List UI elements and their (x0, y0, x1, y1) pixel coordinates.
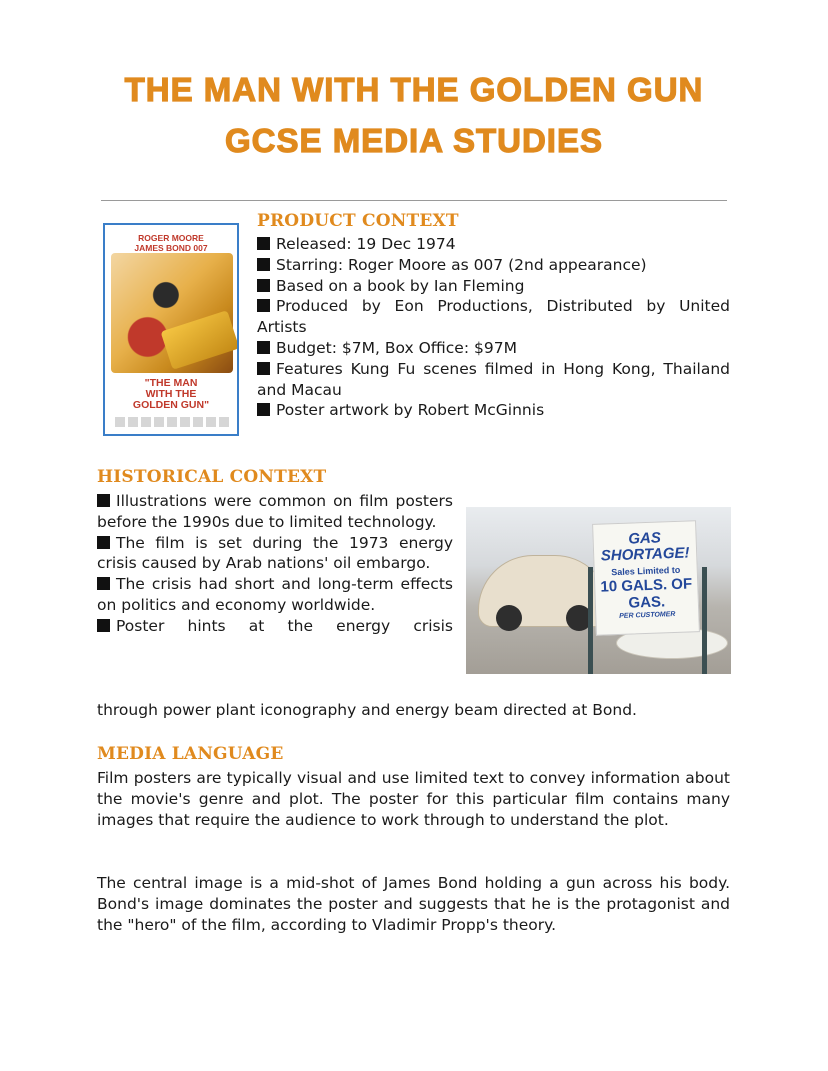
list-item: Poster hints at the energy crisis (97, 616, 453, 637)
list-item: Starring: Roger Moore as 007 (2nd appearance) (257, 255, 730, 276)
sign-post (702, 567, 707, 674)
list-item: Based on a book by Ian Fleming (257, 276, 730, 297)
square-bullet-icon (257, 362, 270, 375)
square-bullet-icon (97, 619, 110, 632)
list-item: The film is set during the 1973 energy crisis caused by Arab nations' oil embargo. (97, 533, 453, 573)
list-item: Produced by Eon Productions, Distributed by United Artists (257, 297, 730, 337)
list-item: Illustrations were common on film posters before the 1990s due to limited technology. (97, 492, 453, 531)
historical-context-list (97, 491, 453, 637)
square-bullet-icon (257, 341, 270, 354)
square-bullet-icon (97, 577, 110, 590)
list-item: Released: 19 Dec 1974 (257, 234, 730, 255)
gas-shortage-photo (466, 507, 731, 674)
gas-shortage-sign: GAS SHORTAGE! Sales Limited to 10 GALS. OF GAS. PER CUSTOMER (592, 520, 700, 636)
document-title: THE MAN WITH THE GOLDEN GUN (124, 71, 704, 108)
poster-top-text: ROGER MOORE JAMES BOND 007 (134, 233, 208, 253)
media-language-paragraph-2: The central image is a mid-shot of James Bond holding a gun across his body. Bond's image dominates the poster and suggests that he is the protagonist and the "hero" of the film, according to Vladimir Propp's theory. (97, 874, 730, 934)
document-subtitle: GCSE MEDIA STUDIES (225, 122, 603, 159)
square-bullet-icon (257, 403, 270, 416)
media-language-paragraph-1: Film posters are typically visual and use limited text to convey information about the movie's genre and plot. The poster for this particular film contains many images that require the audience to work through to understand the plot. (97, 769, 730, 829)
list-item: The crisis had short and long-term effects on politics and economy worldwide. (97, 575, 453, 614)
square-bullet-icon (257, 237, 270, 250)
square-bullet-icon (97, 494, 110, 507)
historical-context-continuation: through power plant iconography and energy beam directed at Bond. (97, 701, 637, 719)
horizontal-divider (101, 200, 727, 201)
sign-post (588, 567, 593, 674)
film-poster-image (103, 223, 239, 436)
list-item: Poster artwork by Robert McGinnis (257, 400, 730, 421)
square-bullet-icon (257, 299, 270, 312)
list-item: Features Kung Fu scenes filmed in Hong Kong, Thailand and Macau (257, 359, 730, 399)
poster-credits (115, 417, 229, 427)
poster-title-text: "THE MAN WITH THE GOLDEN GUN" (132, 377, 210, 411)
list-item: Budget: $7M, Box Office: $97M (257, 338, 730, 359)
product-context-list (257, 234, 730, 421)
media-language-heading: MEDIA LANGUAGE (97, 744, 284, 764)
square-bullet-icon (97, 536, 110, 549)
historical-context-heading: HISTORICAL CONTEXT (97, 467, 327, 487)
square-bullet-icon (257, 258, 270, 271)
car-wheel (496, 605, 522, 631)
square-bullet-icon (257, 279, 270, 292)
product-context-heading: PRODUCT CONTEXT (257, 211, 459, 231)
